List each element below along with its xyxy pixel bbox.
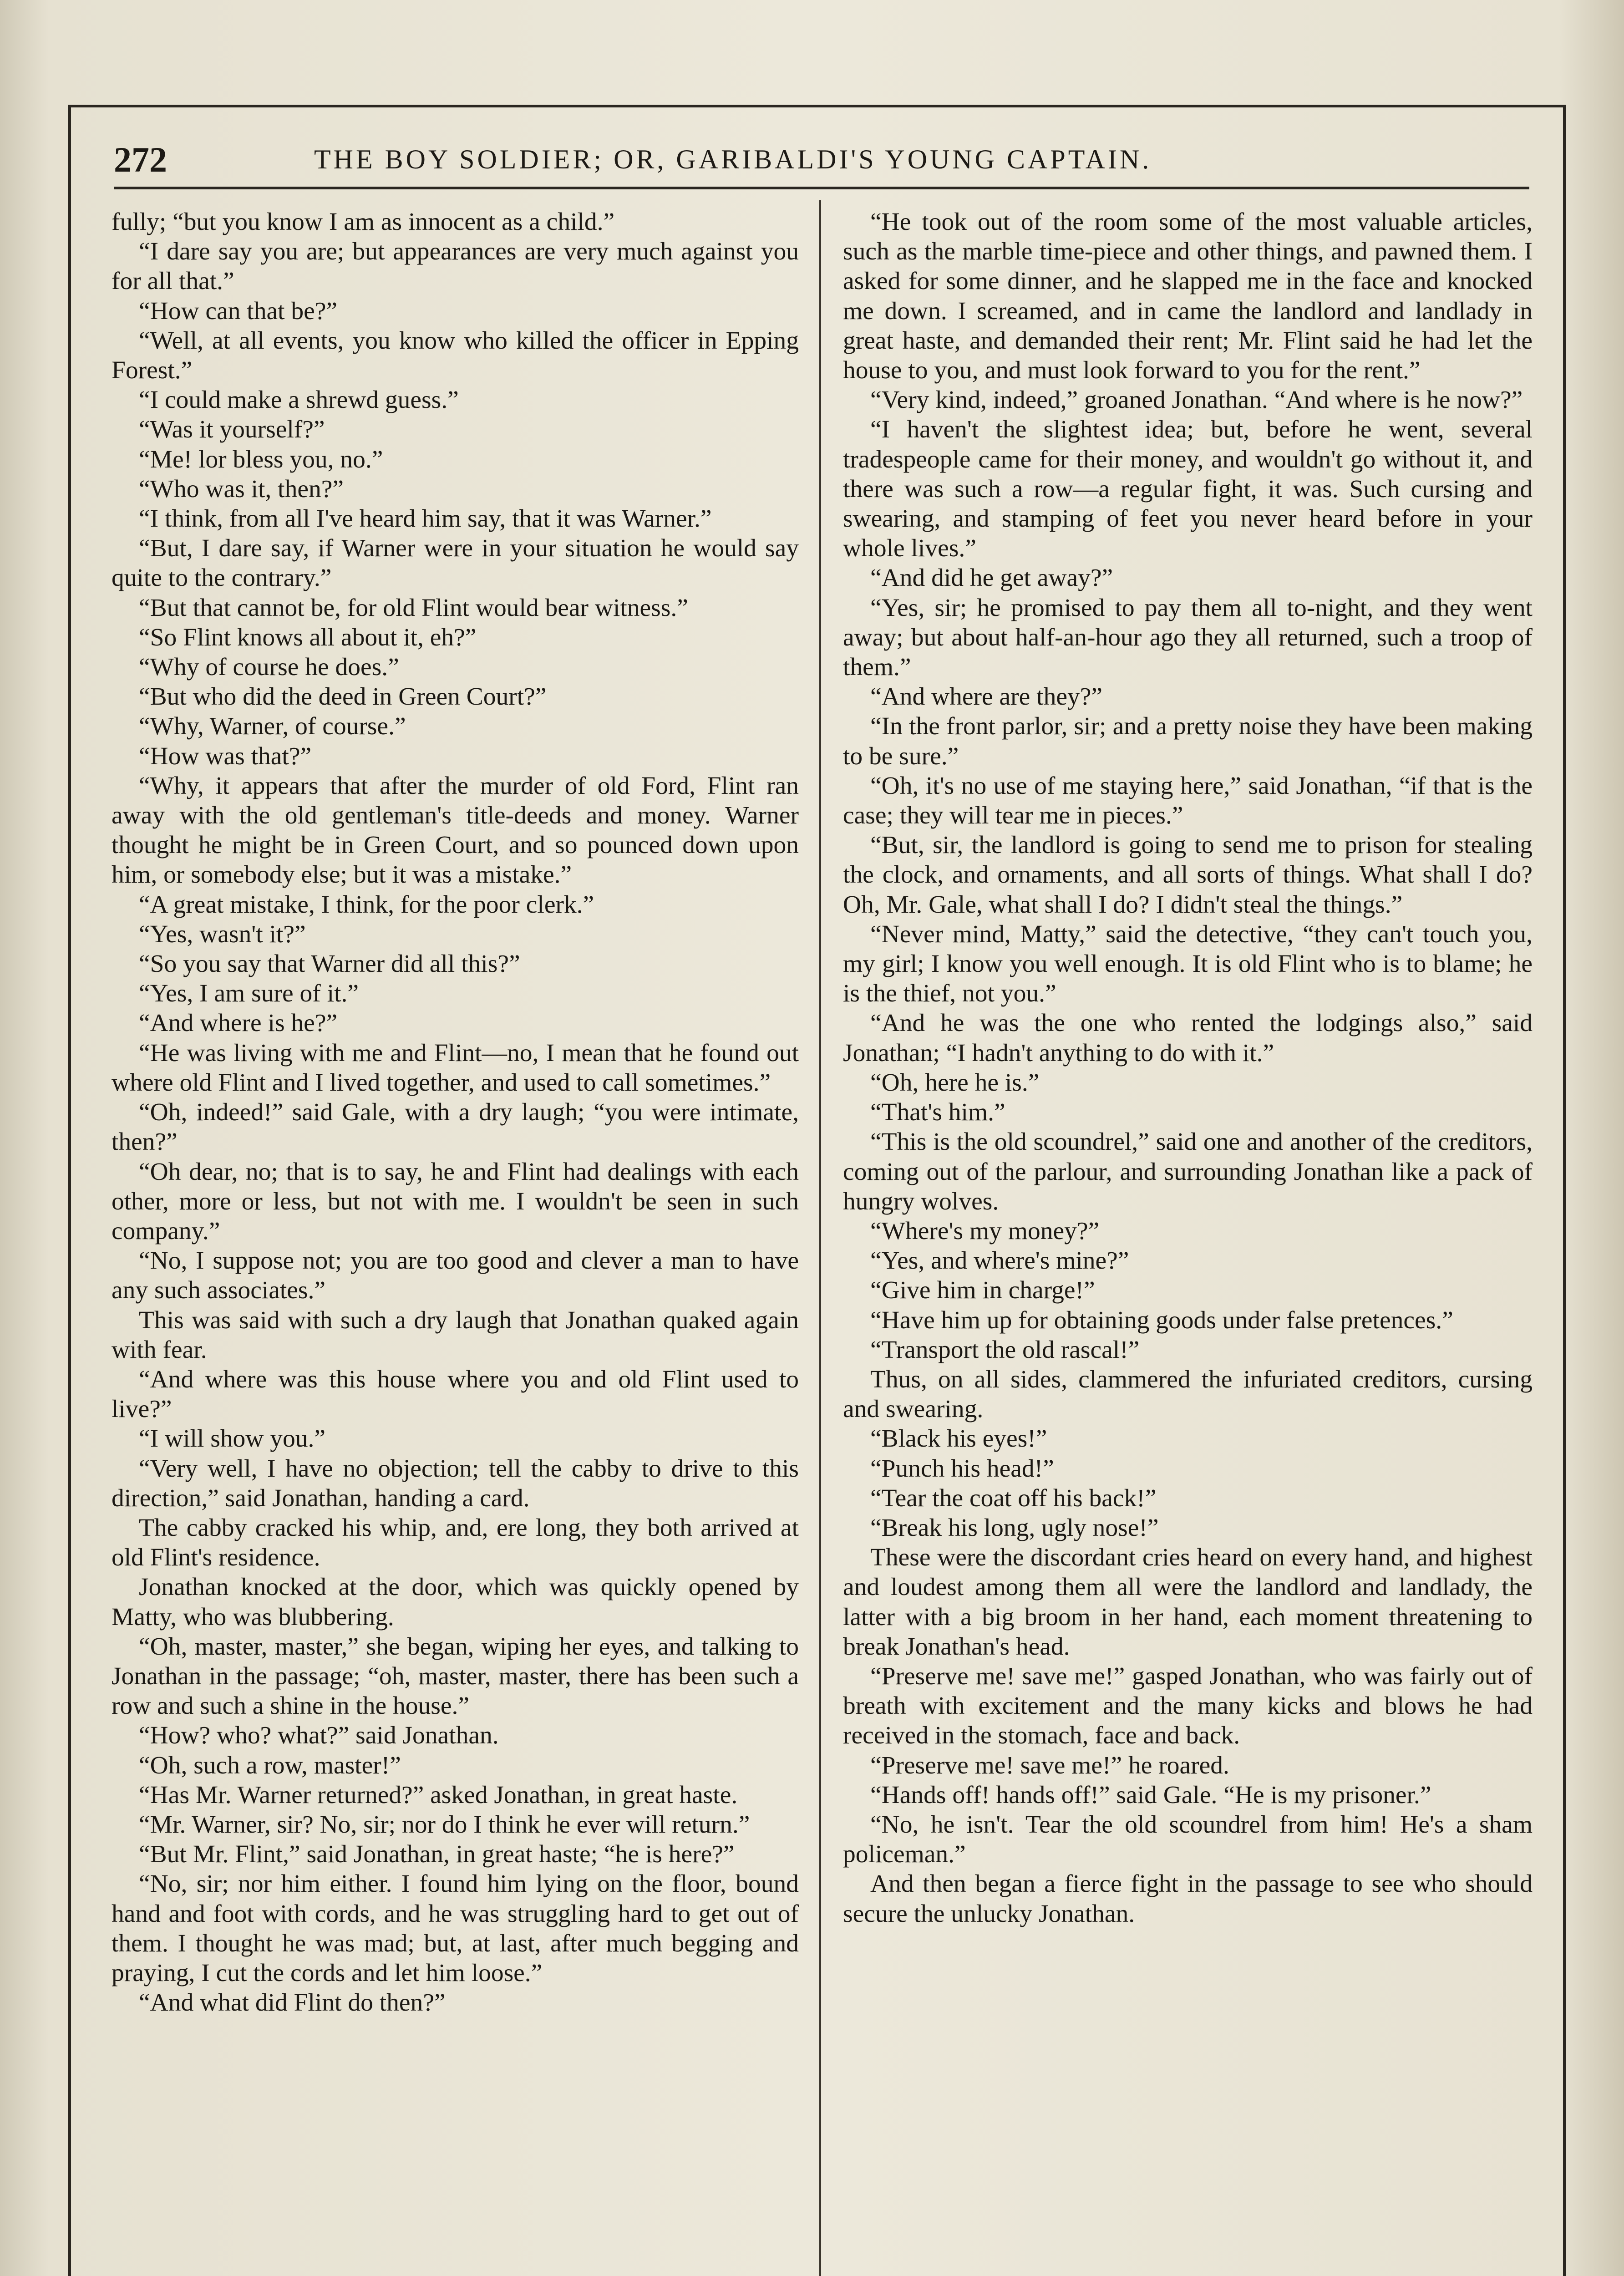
- paragraph: “Was it yourself?”: [139, 416, 325, 444]
- paragraph: “No, sir; nor him either. I found him lying on the floor, bound hand and foot with cords, and he was struggling hard to get out of them. I thought he was mad; but, at last, after much begging and praying, I cut the cords and let him loose.”: [112, 1870, 799, 1987]
- paragraph: Thus, on all sides, clammered the infuriated creditors, cursing and swearing.: [843, 1365, 1533, 1423]
- paragraph: “A great mistake, I think, for the poor clerk.”: [139, 890, 594, 919]
- paragraph: “This is the old scoundrel,” said one and another of the creditors, coming out of the parlour, and surrounding Jonathan like a pack of hungry wolves.: [843, 1128, 1533, 1215]
- paragraph: “Where's my money?”: [870, 1217, 1100, 1245]
- right-text-column: [843, 207, 1533, 2276]
- paragraph: “And he was the one who rented the lodgings also,” said Jonathan; “I hadn't anything to do with it.”: [843, 1009, 1533, 1067]
- paragraph: “Me! lor bless you, no.”: [139, 445, 383, 473]
- paragraph: Jonathan knocked at the door, which was quickly opened by Matty, who was blubbering.: [112, 1573, 799, 1631]
- paragraph: “Preserve me! save me!” gasped Jonathan, who was fairly out of breath with excitement and the many kicks and blows he had received in the stomach, face and back.: [843, 1662, 1533, 1750]
- paragraph: “Oh, such a row, master!”: [139, 1751, 401, 1779]
- paragraph: “That's him.”: [870, 1098, 1005, 1127]
- running-title: THE BOY SOLDIER; OR, GARIBALDI'S YOUNG CAPTAIN.: [314, 144, 1152, 174]
- paragraph: “Yes, and where's mine?”: [870, 1247, 1129, 1275]
- paragraph: “Why of course he does.”: [139, 653, 399, 681]
- page-number: 272: [114, 140, 167, 179]
- paragraph: “Break his long, ugly nose!”: [870, 1514, 1159, 1542]
- paragraph: “Punch his head!”: [870, 1454, 1054, 1483]
- page-header: [114, 137, 1529, 189]
- paragraph: “And where is he?”: [139, 1009, 338, 1037]
- paragraph: “So Flint knows all about it, eh?”: [139, 623, 477, 651]
- paragraph: “I dare say you are; but appearances are very much against you for all that.”: [112, 238, 799, 295]
- paragraph: “Tear the coat off his back!”: [870, 1484, 1157, 1512]
- paragraph: “So you say that Warner did all this?”: [139, 950, 520, 978]
- paragraph: “Give him in charge!”: [870, 1276, 1095, 1305]
- paragraph: “Who was it, then?”: [139, 475, 344, 503]
- paragraph: “No, he isn't. Tear the old scoundrel from him! He's a sham policeman.”: [843, 1810, 1533, 1869]
- paragraph: “How? who? what?” said Jonathan.: [139, 1722, 499, 1750]
- paragraph: And then began a fierce fight in the passage to see who should secure the unlucky Jonathan.: [843, 1870, 1533, 1928]
- paragraph: “But who did the deed in Green Court?”: [139, 683, 547, 711]
- paragraph: The cabby cracked his whip, and, ere long, they both arrived at old Flint's residence.: [112, 1514, 799, 1572]
- paragraph: “Transport the old rascal!”: [870, 1336, 1140, 1364]
- paragraph: This was said with such a dry laugh that Jonathan quaked again with fear.: [112, 1306, 799, 1364]
- paragraph: “Yes, wasn't it?”: [139, 920, 306, 948]
- paragraph: “Hands off! hands off!” said Gale. “He is my prisoner.”: [870, 1781, 1431, 1809]
- paragraph: “Well, at all events, you know who killed the officer in Epping Forest.”: [112, 326, 799, 385]
- paragraph: fully; “but you know I am as innocent as a child.”: [112, 208, 615, 236]
- paragraph: “But, I dare say, if Warner were in your situation he would say quite to the contrary.”: [112, 534, 799, 592]
- paragraph: “Very kind, indeed,” groaned Jonathan. “And where is he now?”: [870, 386, 1523, 414]
- paragraph: “And where was this house where you and old Flint used to live?”: [112, 1365, 799, 1423]
- paragraph: “He was living with me and Flint—no, I mean that he found out where old Flint and I lived together, and used to call sometimes.”: [112, 1039, 799, 1097]
- paragraph: “Yes, sir; he promised to pay them all to-night, and they went away; but about half-an-hour ago they all returned, such a troop of them.”: [843, 594, 1533, 681]
- paragraph: “Have him up for obtaining goods under false pretences.”: [870, 1306, 1453, 1334]
- paragraph: “And where are they?”: [870, 683, 1102, 711]
- paragraph: “Black his eyes!”: [870, 1425, 1047, 1453]
- paragraph: “I think, from all I've heard him say, that it was Warner.”: [139, 505, 712, 533]
- paragraph: “Oh dear, no; that is to say, he and Flint had dealings with each other, more or less, but not with me. I wouldn't be seen in such company.”: [112, 1158, 799, 1245]
- paragraph: “Preserve me! save me!” he roared.: [870, 1751, 1229, 1779]
- paragraph: “I haven't the slightest idea; but, before he went, several tradespeople came for their money, and wouldn't go without it, and there was such a row—a regular fight, it was. Such cursing and swearing, and stamping of feet you never heard before in your whole lives.”: [843, 416, 1533, 563]
- paragraph: “Why, it appears that after the murder of old Ford, Flint ran away with the old gentleman's title-deeds and money. Warner thought he might be in Green Court, and so pounced down upon him, or somebody else; but it was a mistake.”: [112, 772, 799, 889]
- paragraph: “Never mind, Matty,” said the detective, “they can't touch you, my girl; I know you well enough. It is old Flint who is to blame; he is the thief, not you.”: [843, 920, 1533, 1008]
- paragraph: “But Mr. Flint,” said Jonathan, in great haste; “he is here?”: [139, 1840, 735, 1869]
- paragraph: “Why, Warner, of course.”: [139, 712, 406, 741]
- left-text-column: [112, 207, 799, 2276]
- paragraph: “I could make a shrewd guess.”: [139, 386, 459, 414]
- paragraph: “He took out of the room some of the most valuable articles, such as the marble time-piece and other things, and pawned them. I asked for some dinner, and he slapped me in the face and knocked me down. I screamed, and in came the landlord and landlady in great haste, and demanded their rent; Mr. Flint said he had let the house to you, and must look forward to you for the rent.”: [843, 208, 1533, 385]
- paragraph: “I will show you.”: [139, 1425, 326, 1453]
- paragraph: “No, I suppose not; you are too good and clever a man to have any such associates.”: [112, 1247, 799, 1305]
- paragraph: “Oh, indeed!” said Gale, with a dry laugh; “you were intimate, then?”: [112, 1098, 799, 1156]
- paragraph: “And what did Flint do then?”: [139, 1989, 446, 2017]
- paragraph: “In the front parlor, sir; and a pretty noise they have been making to be sure.”: [843, 712, 1533, 770]
- paragraph: “How was that?”: [139, 742, 312, 770]
- paragraph: “Mr. Warner, sir? No, sir; nor do I think he ever will return.”: [139, 1810, 750, 1839]
- paragraph: “But that cannot be, for old Flint would bear witness.”: [139, 594, 688, 622]
- paragraph: “Yes, I am sure of it.”: [139, 980, 359, 1008]
- paragraph: These were the discordant cries heard on every hand, and highest and loudest among them all were the landlord and landlady, the latter with a big broom in her hand, each moment threatening to break Jonathan's head.: [843, 1544, 1533, 1661]
- paragraph: “But, sir, the landlord is going to send me to prison for stealing the clock, and ornaments, and all sorts of things. What shall I do? Oh, Mr. Gale, what shall I do? I didn't steal the things.”: [843, 831, 1533, 919]
- paragraph: “Oh, it's no use of me staying here,” said Jonathan, “if that is the case; they will tear me in pieces.”: [843, 772, 1533, 830]
- paragraph: “Oh, master, master,” she began, wiping her eyes, and talking to Jonathan in the passage; “oh, master, master, there has been such a row and such a shine in the house.”: [112, 1632, 799, 1720]
- column-divider: [819, 200, 821, 2276]
- paragraph: “Has Mr. Warner returned?” asked Jonathan, in great haste.: [139, 1781, 738, 1809]
- paragraph: “And did he get away?”: [870, 564, 1113, 592]
- paragraph: “Very well, I have no objection; tell the cabby to drive to this direction,” said Jonathan, handing a card.: [112, 1454, 799, 1512]
- paragraph: “Oh, here he is.”: [870, 1068, 1040, 1097]
- paragraph: “How can that be?”: [139, 297, 338, 325]
